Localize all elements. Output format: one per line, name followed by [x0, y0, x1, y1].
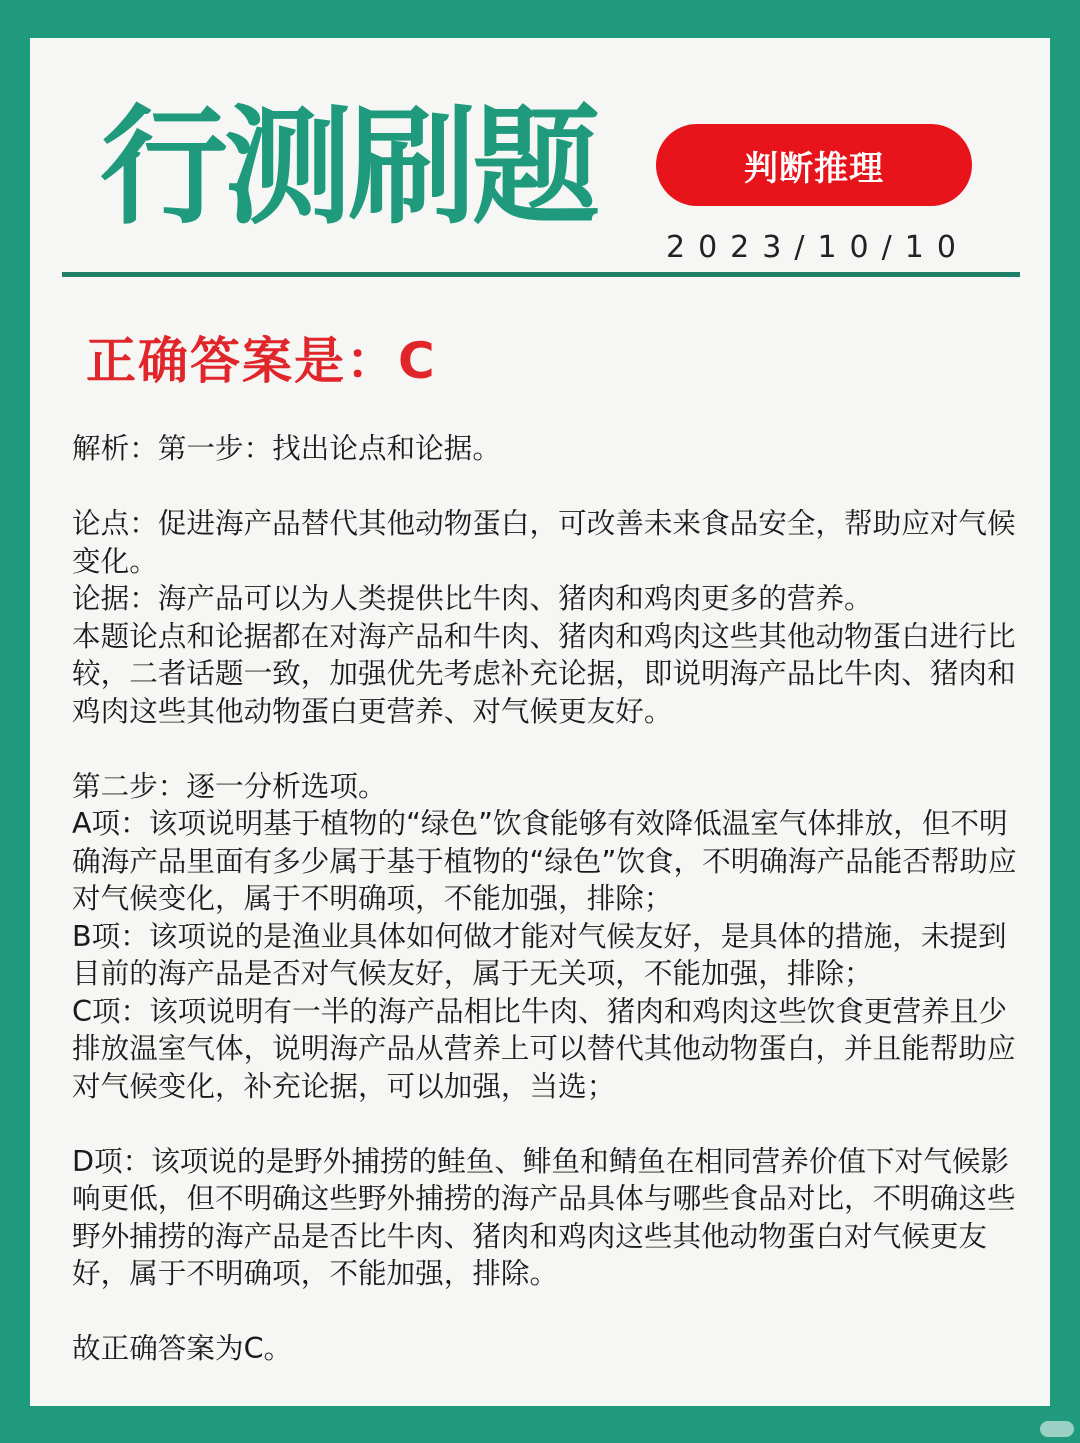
paragraph-gap: [72, 1293, 1032, 1331]
correct-answer: 正确答案是：C: [86, 332, 437, 390]
page-title: 行测刷题: [100, 93, 597, 242]
watermark-logo: [1040, 1421, 1074, 1437]
paragraph: C项：该项说明有一半的海产品相比牛肉、猪肉和鸡肉这些饮食更营养且少排放温室气体，说明海产品从营养上可以替代其他动物蛋白，并且能帮助应对气候变化，补充论据，可以加强，当选；: [72, 993, 1016, 1103]
paragraph: D项：该项说的是野外捕捞的鲑鱼、鲱鱼和鲭鱼在相同营养价值下对气候影响更低，但不明确这些野外捕捞的海产品具体与哪些食品对比，不明确这些野外捕捞的海产品是否比牛肉、猪肉和鸡肉这些其他动物蛋白对气候更友好，属于不明确项，不能加强，排除。: [72, 1143, 1016, 1290]
content-card: [30, 38, 1050, 1406]
paragraph: A项：该项说明基于植物的“绿色”饮食能够有效降低温室气体排放，但不明确海产品里面有多少属于基于植物的“绿色”饮食，不明确海产品能否帮助应对气候变化，属于不明确项，不能加强，排除；: [72, 806, 1017, 915]
paragraph: 论点：促进海产品替代其他动物蛋白，可改善未来食品安全，帮助应对气候变化。: [72, 506, 1016, 578]
category-badge: 判断推理: [656, 124, 972, 206]
paragraph: 本题论点和论据都在对海产品和牛肉、猪肉和鸡肉这些其他动物蛋白进行比较，二者话题一致，加强优先考虑补充论据，即说明海产品比牛肉、猪肉和鸡肉这些其他动物蛋白更营养、对气候更友好。: [72, 618, 1016, 728]
explanation-body: [72, 430, 1032, 1368]
paragraph: 解析：第一步：找出论点和论据。: [72, 431, 501, 465]
paragraph: 故正确答案为C。: [72, 1331, 293, 1365]
post-date: 2023/10/10: [666, 230, 969, 265]
paragraph: 第二步：逐一分析选项。: [72, 768, 387, 803]
header-divider: [62, 272, 1020, 277]
paragraph-gap: [72, 468, 1032, 506]
paragraph: 论据：海产品可以为人类提供比牛肉、猪肉和鸡肉更多的营养。: [72, 581, 873, 615]
paragraph: B项：该项说的是渔业具体如何做才能对气候友好，是具体的措施，未提到目前的海产品是否对气候友好，属于无关项，不能加强，排除；: [72, 918, 1007, 990]
paragraph-gap: [72, 1105, 1032, 1143]
paragraph-gap: [72, 730, 1032, 768]
